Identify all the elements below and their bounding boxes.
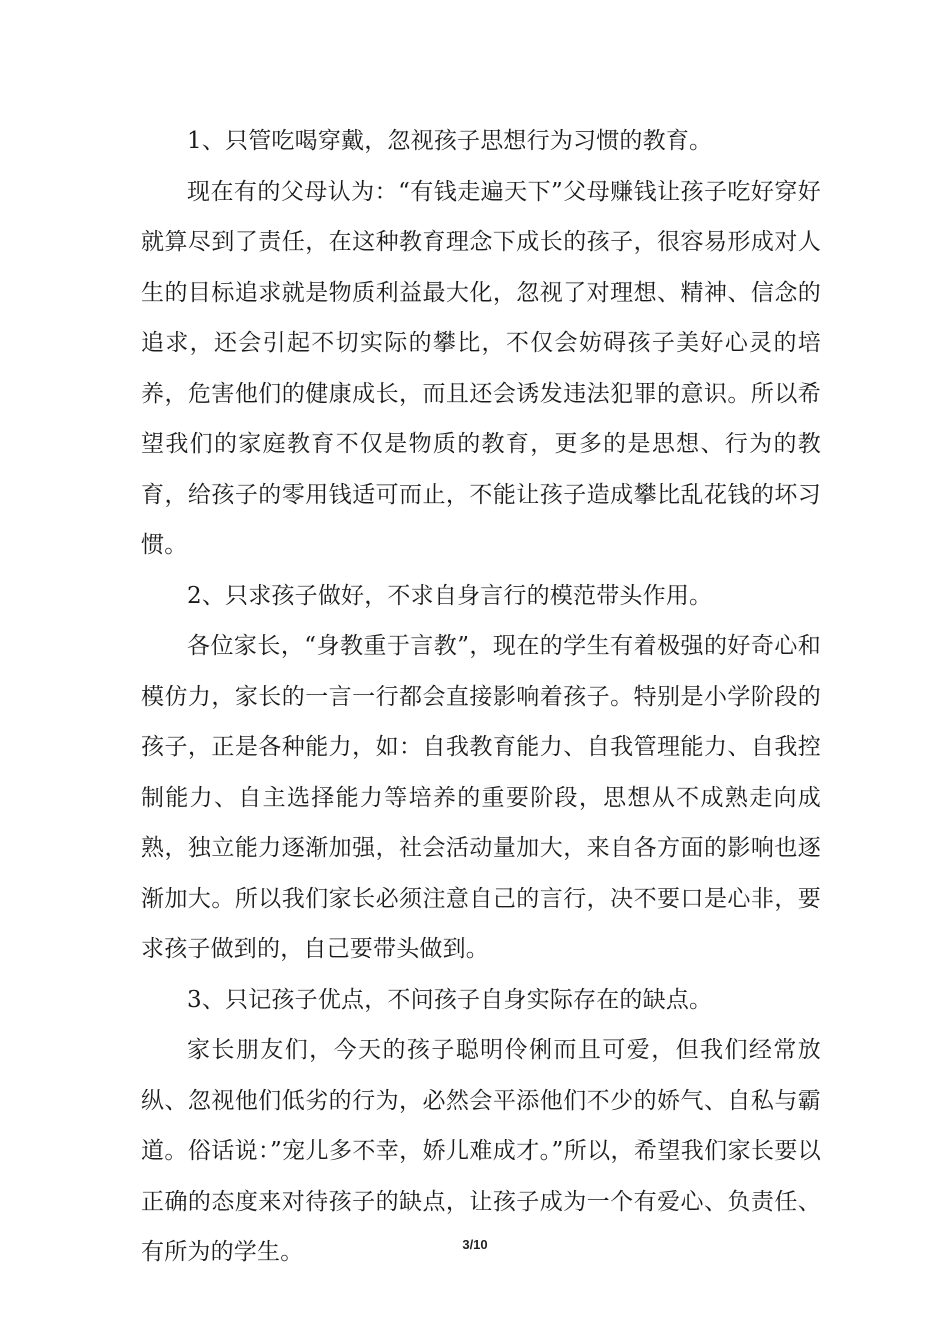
page-number: 3/10 [462, 1237, 488, 1252]
paragraph-point-1: 现在有的父母认为：“有钱走遍天下”父母赚钱让孩子吃好穿好就算尽到了责任，在这种教育理念下成长的孩子，很容易形成对人生的目标追求就是物质利益最大化，忽视了对理想、精神、信念的追求，还会引起不切实际的攀比，不仅会妨碍孩子美好心灵的培养，危害他们的健康成长，而且还会诱发违法犯罪的意识。所以希望我们的家庭教育不仅是物质的教育，更多的是思想、行为的教育，给孩子的零用钱适可而止，不能让孩子造成攀比乱花钱的坏习惯。 [141, 178, 821, 558]
heading-point-3: 3、只记孩子优点，不问孩子自身实际存在的缺点。 [187, 986, 713, 1013]
paragraph-point-2: 各位家长，“身教重于言教”，现在的学生有着极强的好奇心和模仿力，家长的一言一行都会直接影响着孩子。特别是小学阶段的孩子，正是各种能力，如：自我教育能力、自我管理能力、自我控制能力、自主选择能力等培养的重要阶段，思想从不成熟走向成熟，独立能力逐渐加强，社会活动量加大，来自各方面的影响也逐渐加大。所以我们家长必须注意自己的言行，决不要口是心非，要求孩子做到的，自己要带头做到。 [141, 633, 821, 962]
heading-point-1: 1、只管吃喝穿戴，忽视孩子思想行为习惯的教育。 [187, 128, 713, 154]
heading-point-2: 2、只求孩子做好，不求自身言行的模范带头作用。 [187, 582, 713, 609]
paragraph-point-3: 家长朋友们，今天的孩子聪明伶俐而且可爱，但我们经常放纵、忽视他们低劣的行为，必然会平添他们不少的娇气、自私与霸道。俗话说：”宠儿多不幸，娇儿难成才。”所以，希望我们家长要以正确的态度来对待孩子的缺点，让孩子成为一个有爱心、负责任、有所为的学生。 [141, 1037, 821, 1265]
document-body [141, 116, 821, 1278]
